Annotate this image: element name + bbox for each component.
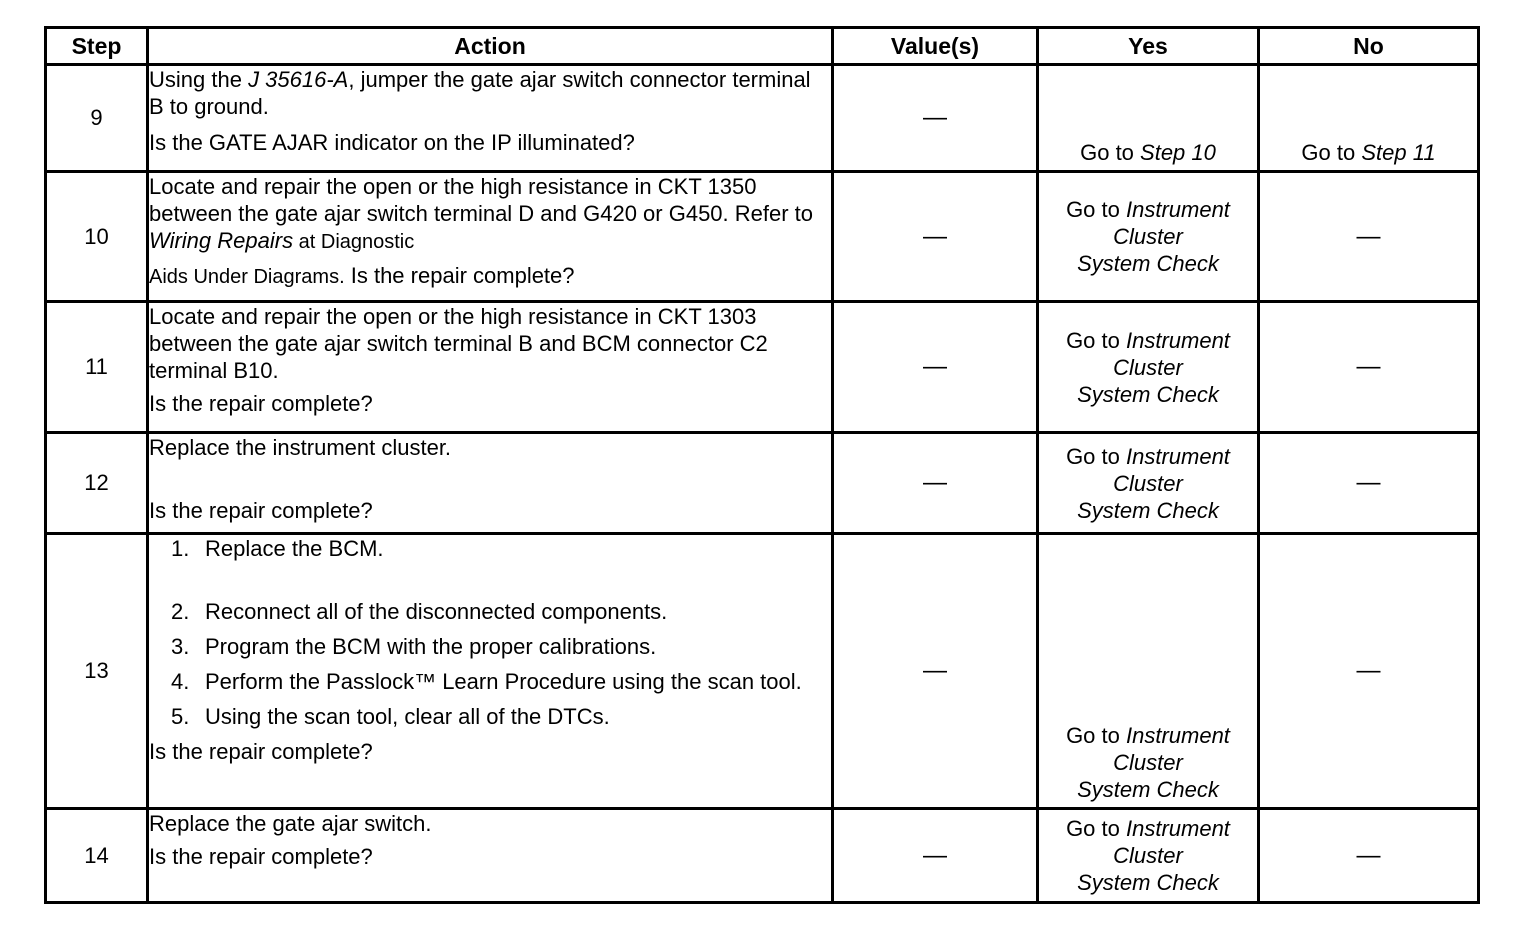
- instrument-cluster-link[interactable]: Instrument: [1125, 443, 1230, 469]
- action-text: Using the J 35616-A, jumper the gate ajar switch connector terminal B to ground.: [149, 67, 811, 119]
- table-row: [46, 302, 1479, 433]
- step-number: 10: [46, 172, 148, 302]
- header-no: No: [1259, 28, 1479, 65]
- action-cell: [148, 302, 833, 433]
- no-cell: —: [1259, 809, 1479, 903]
- instrument-cluster-link[interactable]: Instrument: [1125, 816, 1230, 841]
- yes-cell: Go to Instrument Cluster System Check: [1038, 534, 1259, 809]
- action-cell: [148, 433, 833, 534]
- action-question: Is the repair complete?: [149, 391, 373, 416]
- list-item: 1. Replace the BCM.: [171, 536, 384, 561]
- list-item: 3. Program the BCM with the proper calibrations.: [171, 634, 657, 659]
- action-question: Is the GATE AJAR indicator on the IP illuminated?: [149, 130, 635, 155]
- wiring-repairs-link[interactable]: Wiring Repairs: [149, 228, 294, 253]
- list-item: 5. Using the scan tool, clear all of the DTCs.: [171, 704, 610, 729]
- header-values: Value(s): [833, 28, 1038, 65]
- no-cell: —: [1259, 433, 1479, 534]
- action-question: Is the repair complete?: [149, 844, 373, 869]
- action-question: Is the repair complete?: [149, 739, 373, 764]
- instrument-cluster-link[interactable]: Instrument: [1125, 327, 1230, 353]
- action-text: Replace the instrument cluster.: [149, 435, 452, 460]
- step-number: 12: [46, 433, 148, 534]
- header-yes: Yes: [1038, 28, 1259, 65]
- yes-cell: Go to Instrument Cluster System Check: [1038, 302, 1259, 433]
- action-cell: [148, 172, 833, 302]
- yes-cell: Go to Instrument Cluster System Check: [1038, 433, 1259, 534]
- no-cell: Go to Step 11: [1259, 65, 1479, 172]
- header-action: Action: [148, 28, 833, 65]
- yes-cell: Go to Instrument Cluster System Check: [1038, 172, 1259, 302]
- tool-reference: J 35616-A: [248, 67, 349, 92]
- table-row: [46, 172, 1479, 302]
- value-cell: —: [833, 534, 1038, 809]
- value-cell: —: [833, 809, 1038, 903]
- no-cell: —: [1259, 302, 1479, 433]
- value-cell: —: [833, 65, 1038, 172]
- no-step-link[interactable]: Step 11: [1361, 140, 1436, 165]
- action-cell: [148, 809, 833, 903]
- header-step: Step: [46, 28, 148, 65]
- no-cell: —: [1259, 172, 1479, 302]
- instrument-cluster-link[interactable]: Instrument: [1125, 197, 1230, 222]
- step-number: 14: [46, 809, 148, 903]
- action-question: Aids Under Diagrams. Is the repair complete?: [149, 263, 575, 288]
- yes-cell: Go to Instrument Cluster System Check: [1038, 809, 1259, 903]
- no-cell: —: [1259, 534, 1479, 809]
- step-number: 9: [46, 65, 148, 172]
- action-question: Is the repair complete?: [149, 498, 373, 523]
- table-row: [46, 809, 1479, 903]
- step-number: 11: [46, 302, 148, 433]
- yes-cell: Go to Step 10: [1038, 65, 1259, 172]
- list-item: 2. Reconnect all of the disconnected components.: [171, 599, 668, 624]
- action-text: Locate and repair the open or the high resistance in CKT 1350 between the gate ajar switch terminal D and G420 or G450. Refer to Wiring Repairs at Diagnostic: [149, 174, 814, 253]
- value-cell: —: [833, 172, 1038, 302]
- step-number: 13: [46, 534, 148, 809]
- table-row: [46, 65, 1479, 172]
- table-row: [46, 534, 1479, 809]
- value-cell: —: [833, 433, 1038, 534]
- action-text: Replace the gate ajar switch.: [149, 811, 432, 836]
- diagnostic-table: [44, 26, 1480, 904]
- instrument-cluster-link[interactable]: Instrument: [1125, 723, 1230, 748]
- yes-step-link[interactable]: Step 10: [1140, 140, 1216, 165]
- action-cell: [148, 534, 833, 809]
- value-cell: —: [833, 302, 1038, 433]
- procedure-list: [149, 535, 831, 730]
- table-row: [46, 433, 1479, 534]
- action-cell: [148, 65, 833, 172]
- header-row: [46, 28, 1479, 65]
- action-text: Locate and repair the open or the high resistance in CKT 1303 between the gate ajar switch terminal B and BCM connector C2 terminal B10.: [149, 304, 768, 383]
- list-item: 4. Perform the Passlock™ Learn Procedure using the scan tool.: [171, 669, 802, 694]
